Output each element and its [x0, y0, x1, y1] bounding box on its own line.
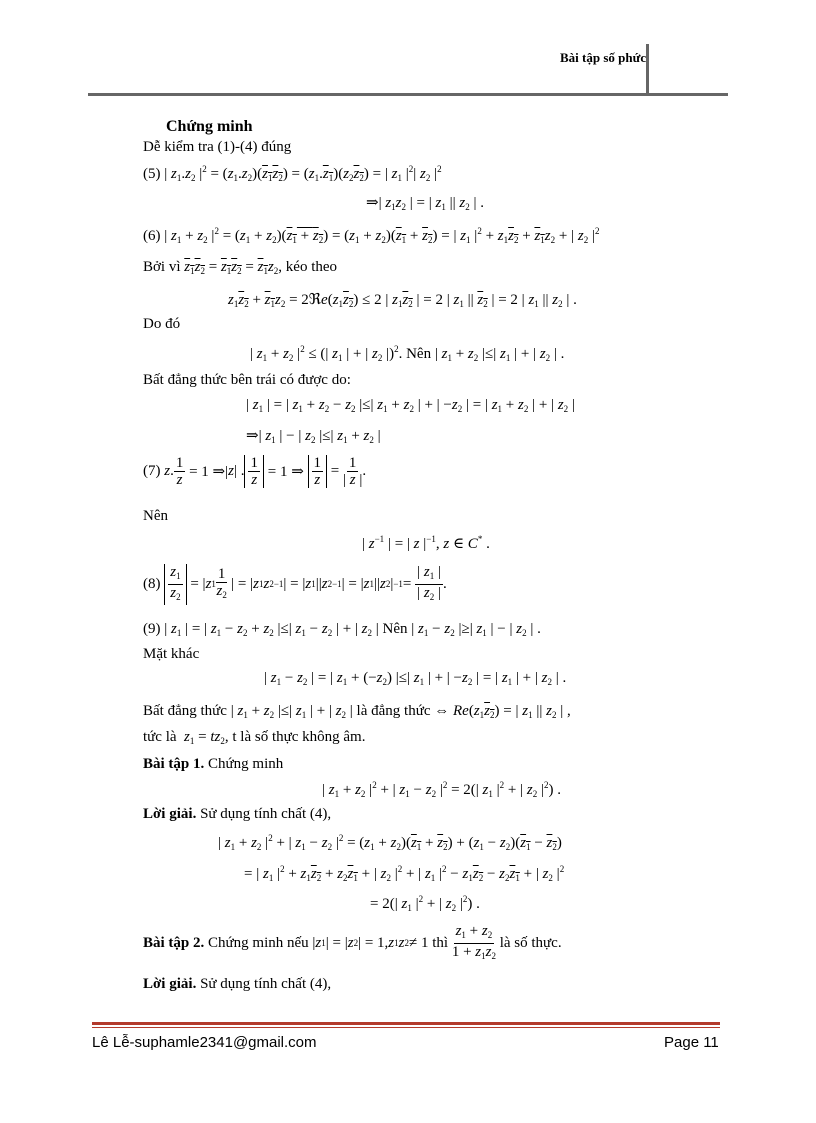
equality-condition: Bất đẳng thức | $z_1 + z_2$ |≤| $z_1$ | + | $z_2$ | là đẳng thức ⇔ $Re(z_1z_2)$ = | $z_1$ || $z_2$ | ,: [143, 703, 571, 720]
inverse-modulus: | $z^{-1}$ | = | z $|^{-1}$, z ∈ C* .: [362, 534, 490, 552]
header-divider: [646, 44, 649, 94]
left-ineq-text: Bất đẳng thức bên trái có được do:: [143, 372, 351, 388]
formula-7: (7) z . $\frac{1}{z}$ = 1 ⇒| z | . $\frac{1}{z}$ = 1 ⇒ $\frac{1}{z}$ = $\frac{1}{| z |}$ .: [143, 454, 367, 488]
exercise-1: Bài tập 1. Chứng minh: [143, 756, 284, 772]
exercise-2: Bài tập 2. Chứng minh nếu | z 1 | = | z 2 | = 1, z 1 z 2 ≠ 1 thì $\frac{z_1 + z_2}{1 + z_1z_2}$ là số thực.: [143, 922, 562, 961]
exercise-2-solution: Lời giải. Sử dụng tính chất (4),: [143, 976, 332, 992]
formula-5-result: ⇒| $z_1z_2$ | = | $z_1$ || $z_2$ | .: [366, 195, 484, 212]
left-ineq-1: | $z_1$ | = | $z_1 + z_2 - z_2$ |≤| $z_1 + z_2$ | + | $-z_2$ | = | $z_1 + z_2$ | + | $z_2$ |: [246, 397, 575, 414]
page-number: Page 11: [664, 1034, 719, 1051]
triangle-inequality: | $z_1 + z_2$ $|^2$ ≤ (| $z_1$ | + | $z_2$ |)$^2$. Nên | $z_1 + z_2$ |≤| $z_1$ | + | $z_2$ | .: [250, 344, 565, 363]
left-ineq-2: ⇒| $z_1$ | − | $z_2$ |≤| $z_1 + z_2$ |: [246, 428, 381, 445]
equality-detail: tức là $z_1 = tz_2$, t là số thực không âm.: [143, 729, 366, 746]
because-line: Bởi vì $z_1z_2 = z_1z_2 = z_1z_2$, kéo theo: [143, 259, 338, 276]
exercise-1-step-2: = | $z_1$ $|^2 + z_1z_2 + z_2z_1$ + | $z_2$ $|^2$ + | $z_1$ $|^2 - z_1z_2 - z_2z_1$ + | $z_2$ $|^2$: [244, 864, 565, 883]
formula-6: (6) | $z_1 + z_2$ $|^2 = (z_1 + z_2)(z_1 + z_2) = (z_1 + z_2)(z_1 + z_2)$ = | $z_1$ $|^2 + z_1z_2 + z_1z_2$ + | $z_2$ $|^2$: [143, 226, 600, 245]
formula-5: (5) | $z_1.z_2$ $|^2 = (z_1.z_2)(z_1z_2) = (z_1.z_1)(z_2z_2)$ = | $z_1$ $|^2|$ $z_2$ $|^2$: [143, 164, 442, 183]
do-do: Do đó: [143, 316, 181, 332]
formula-8: (8) $\frac{z_1}{z_2}$ = | z 1 $\frac{1}{z_2}$ | = | z 1 z 2 −1 | = | z 1 || z 2 −1 | = | z 1 || z 2 | −1 = $\frac{| z_1 |}{| z_2 |}$ .: [143, 562, 447, 606]
exercise-1-formula: | $z_1 + z_2$ $|^2$ + | $z_1 - z_2$ $|^2 = 2(|$ $z_1$ $|^2$ + | $z_2$ $|^2$) .: [322, 780, 561, 799]
mat-khac: Mặt khác: [143, 646, 200, 662]
header-rule: [88, 93, 728, 96]
formula-9: (9) | $z_1$ | = | $z_1 - z_2 + z_2$ |≤| $z_1 - z_2$ | + | $z_2$ | Nên | $z_1 - z_2$ |≥| $z_1$ | − | $z_2$ | .: [143, 621, 541, 638]
exercise-1-solution: Lời giải. Sử dụng tính chất (4),: [143, 806, 332, 822]
proof-intro: Dễ kiểm tra (1)-(4) đúng: [143, 139, 292, 155]
proof-heading: Chứng minh: [166, 118, 253, 135]
footer-author: Lê Lễ-suphamle2341@gmail.com: [92, 1034, 317, 1051]
footer-rule: [92, 1022, 720, 1025]
header-title: Bài tập số phức: [560, 50, 647, 65]
exercise-1-step-1: | $z_1 + z_2$ $|^2$ + | $z_1 - z_2$ $|^2 = (z_1 + z_2)(z_1 + z_2) + (z_1 - z_2)(z_1 - z_2)$: [218, 833, 562, 852]
exercise-1-step-3: = 2(| $z_1$ $|^2$ + | $z_2$ $|^2$) .: [370, 894, 480, 913]
nen: Nên: [143, 508, 168, 524]
formula-real-part: $z_1z_2 + z_1z_2$ = $2ℜe(z_1z_2) \le 2$ | $z_1z_2$ | = 2 | $z_1$ || $z_2$ | = 2 | $z_1$ || $z_2$ | .: [228, 292, 577, 309]
footer-rule-thin: [92, 1027, 720, 1028]
formula-9b: | $z_1 - z_2$ | = | $z_1 + (-z_2)$ |≤| $z_1$ | + | $-z_2$ | = | $z_1$ | + | $z_2$ | .: [264, 670, 567, 687]
